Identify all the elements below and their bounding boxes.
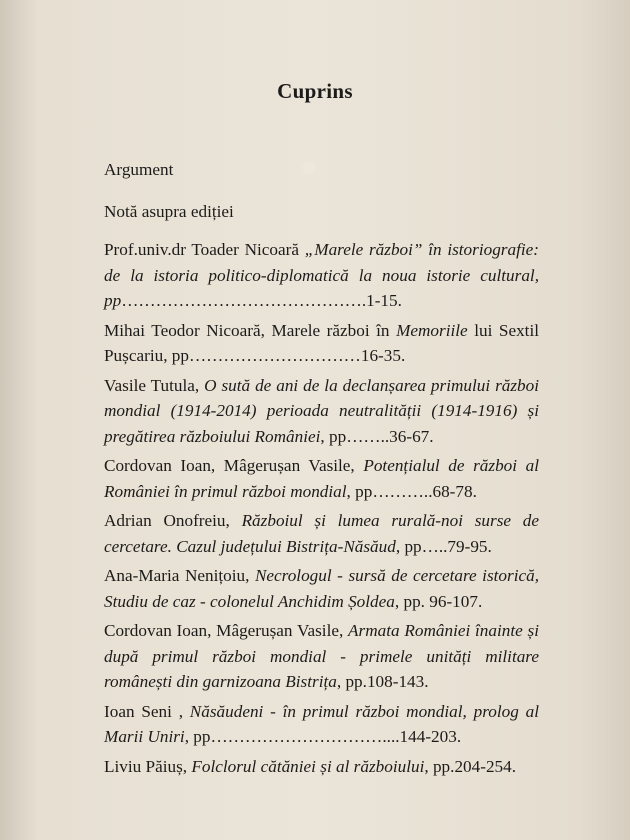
toc-entry: [104, 563, 539, 614]
entry-dots: …………………………………….: [121, 291, 367, 310]
entry-pages: 16-35.: [360, 346, 406, 365]
entry-author: Prof.univ.dr Toader Nicoară: [104, 240, 305, 259]
entry-dots: …………………………: [188, 346, 361, 365]
entry-pages: 79-95.: [447, 536, 492, 556]
entry-title: Năsăudeni - în primul război mondial, prolog al Marii Uniri: [104, 701, 539, 746]
entry-dots: …………………………....: [210, 727, 400, 746]
toc-entry: [104, 754, 539, 780]
entry-title: Folclorul cătăniei și al războiului: [191, 756, 425, 776]
entry-after: , pp: [184, 727, 211, 746]
entry-title: Potențialul de război al României în primul război mondial: [104, 456, 539, 501]
entry-dots: ………..: [372, 481, 433, 501]
entry-pages: 144-203.: [399, 727, 462, 746]
entry-pages: 108-143.: [366, 672, 429, 691]
entry-after: , pp: [395, 536, 422, 556]
entry-title: O sută de ani de la declanșarea primului război mondial (1914-2014) perioada neutralității (1914-1916) și pregătirea războiului României: [104, 375, 540, 446]
entry-after: lui Sextil Pușcariu, pp: [104, 320, 539, 365]
entry-dots: …..: [421, 536, 448, 556]
watermark: ●: [300, 150, 319, 183]
entry-title: „Marele război” în istoriografie: de la istoria politico-diplomatică la noua istorie cultural, pp: [104, 240, 539, 310]
toc-entry: [104, 618, 539, 695]
entry-pages: 204-254.: [454, 756, 517, 776]
entry-author: Liviu Păiuș,: [104, 756, 192, 776]
entry-author: Adrian Onofreiu,: [104, 511, 242, 530]
entry-pages: 1-15.: [366, 291, 402, 310]
entry-dots: ……..: [346, 426, 390, 446]
entry-author: Cordovan Ioan, Mâgerușan Vasile,: [104, 621, 349, 640]
toc-entry: [104, 373, 539, 450]
entry-author: Cordovan Ioan, Mâgerușan Vasile,: [104, 456, 364, 475]
entry-author: Ioan Seni ,: [104, 701, 190, 721]
entry-after: , pp.: [394, 591, 430, 611]
entry-title: Necrologul - sursă de cercetare istorică, Studiu de caz - colonelul Anchidim Șoldea: [104, 566, 539, 611]
entry-pages: 68-78.: [432, 481, 477, 501]
entry-after: , pp: [320, 426, 347, 446]
entry-after: , pp: [346, 481, 373, 501]
entry-title: Armata României înainte și după primul război mondial - primele unități militare românești din garnizoana Bistrița: [104, 621, 539, 691]
entry-title: Memoriile: [396, 320, 468, 340]
entry-author: Vasile Tutula,: [104, 375, 205, 395]
toc-entry: [104, 237, 539, 314]
toc-heading-argument: Argument: [104, 160, 174, 179]
entry-after: , pp.: [336, 672, 367, 691]
toc-entry: [104, 318, 539, 369]
toc-entries: [104, 237, 539, 783]
entry-pages: 36-67.: [389, 426, 434, 446]
entry-after: , pp.: [424, 756, 455, 776]
entry-title: Războiul și lumea rurală-noi surse de cercetare. Cazul județului Bistrița-Năsăud: [104, 511, 539, 556]
entry-author: Ana-Maria Nenițoiu,: [104, 566, 255, 585]
page-title: Cuprins: [277, 79, 353, 103]
entry-author: Mihai Teodor Nicoară, Marele război în: [104, 320, 397, 340]
toc-entry: [104, 508, 539, 559]
toc-entry: [104, 453, 539, 504]
entry-pages: 96-107.: [429, 591, 483, 611]
toc-entry: [104, 699, 539, 750]
toc-heading-nota: Notă asupra ediției: [104, 202, 234, 221]
